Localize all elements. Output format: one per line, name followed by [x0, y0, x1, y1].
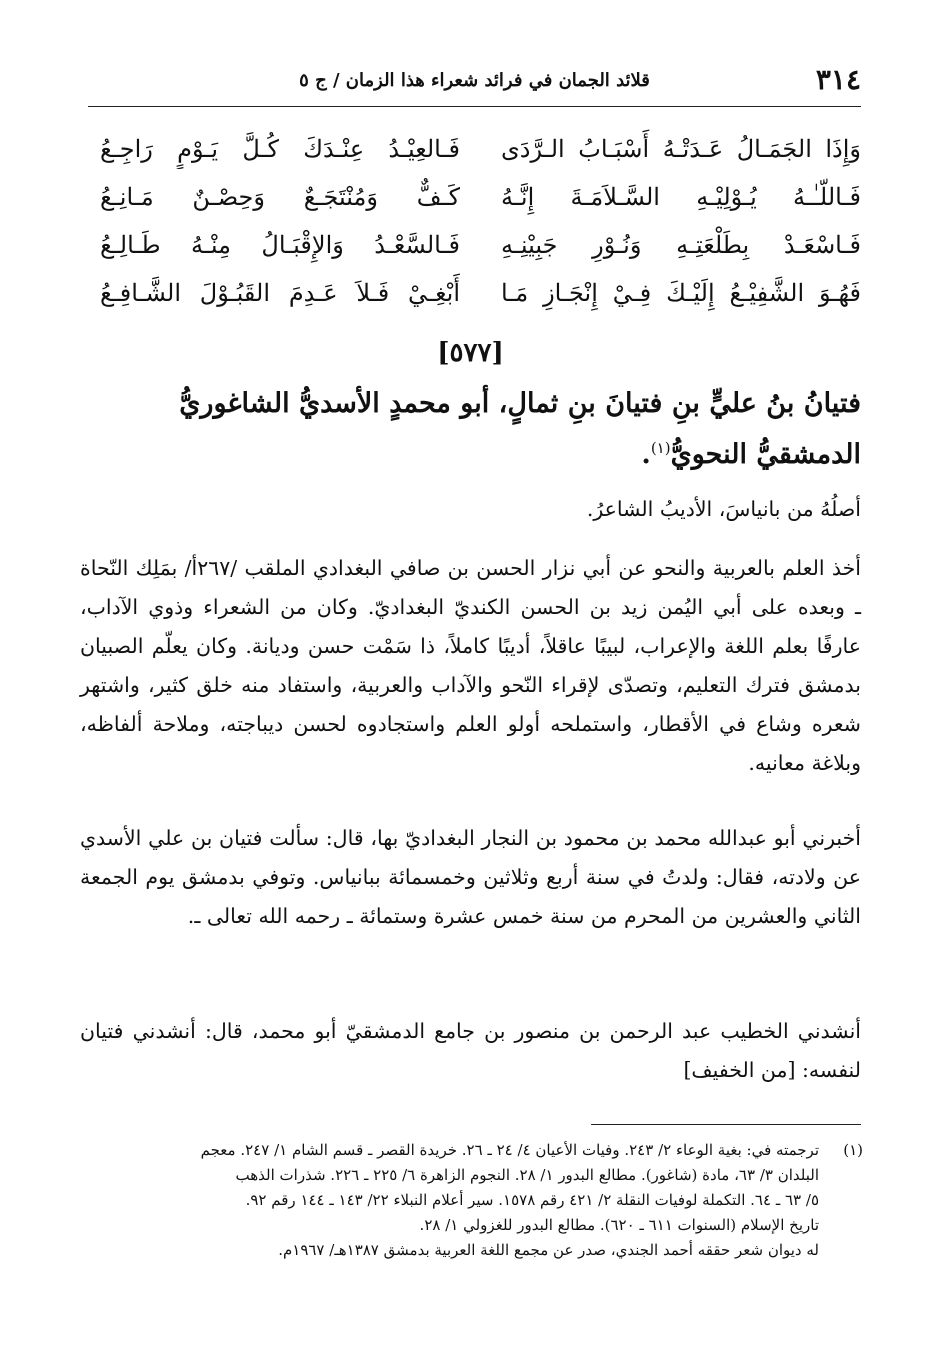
footnote-reference[interactable]: (١)	[650, 439, 671, 457]
footnotes	[80, 1138, 863, 1263]
entry-title-line-1: فتيانُ بنُ عليٍّ بنِ فتيانَ بنِ ثمالٍ، أبو محمدٍ الأسديُّ الشاغوريُّ	[179, 388, 861, 419]
entry-title-line-2-text: الدمشقيُّ النحويُّ	[670, 439, 861, 470]
paragraph-birth-death-text: أخبرني أبو عبدالله محمد بن محمود بن النجار البغداديّ بها، قال: سألت فتيان بن علي الأسدي عن ولادته، فقال: ولدتُ في سنة أربع وثلاثين وخمسمائة ببانياس. وتوفي بدمشق يوم الجمعة الثاني والعشرين من المحرم من سنة خمس عشرة وستمائة ـ رحمه الله تعالى ـ.	[80, 826, 861, 928]
entry-title-line-2: الدمشقيُّ النحويُّ$^{(١)}$.	[641, 439, 861, 470]
paragraph-birth-death	[80, 819, 861, 936]
entry-title	[140, 382, 861, 477]
page-number: ٣١٤	[815, 63, 861, 96]
verse-second-hemistich: أَبْغِـيْ فَـلاَ عَـدِمَ القَبُـوْلَ الشَّـافِـعُ	[100, 279, 460, 307]
footnote-number: (١)	[843, 1141, 863, 1159]
footnote-line: ترجمته في: بغية الوعاء ٢/ ٢٤٣. وفيات الأعيان ٤/ ٢٤ ـ ٢٦. خريدة القصر ـ قسم الشام ١/ ٢٤٧. معجم	[200, 1141, 819, 1159]
verse-row	[100, 173, 861, 221]
footnote-item	[80, 1138, 863, 1238]
verse-second-hemistich: فَـالعِيْـدُ عِنْـدَكَ كُـلَّ يَـوْمٍ رَاجِـعُ	[100, 135, 460, 163]
entry-number: [٥٧٧]	[437, 338, 504, 368]
verse-first-hemistich: فَـاسْعَـدْ بِطَلْعَتِـهِ وَنُـوْرِ جَبِيْنِـهِ	[501, 231, 861, 259]
footnote-line: البلدان ٣/ ٦٣، مادة (شاغور). مطالع البدور ١/ ٢٨. النجوم الزاهرة ٦/ ٢٢٥ ـ ٢٢٦. شذرات الذهب	[235, 1166, 819, 1184]
paragraph-recitation-text: أنشدني الخطيب عبد الرحمن بن منصور بن جامع الدمشقيّ أبو محمد، قال: أنشدني فتيان لنفسه: [من الخفيف]	[80, 1019, 861, 1082]
book-title: قلائد الجمان في فرائد شعراء هذا الزمان / ج ٥	[299, 70, 650, 91]
footnote-extra-note: له ديوان شعر حققه أحمد الجندي، صدر عن مجمع اللغة العربية بدمشق ١٣٨٧هـ/ ١٩٦٧م.	[278, 1241, 819, 1259]
footnote-line: تاريخ الإسلام (السنوات ٦١١ ـ ٦٢٠). مطالع البدور للغزولي ١/ ٢٨.	[419, 1216, 819, 1234]
verse-row	[100, 125, 861, 173]
verse-first-hemistich: وَإِذَا الجَمَـالُ عَـدَتْـهُ أَسْبَـابُ الـرَّدَى	[501, 135, 861, 163]
verse-first-hemistich: فَـاللّـٰـهُ يُـوْلِيْـهِ السَّـلاَمَـةَ إِنَّـهُ	[501, 183, 861, 211]
paragraph-recitation	[80, 1012, 861, 1090]
footnote-line: ٥/ ٦٣ ـ ٦٤. التكملة لوفيات النقلة ٢/ ٤٢١ رقم ١٥٧٨. سير أعلام النبلاء ٢٢/ ١٤٣ ـ ١٤٤ رقم ٩٢.	[245, 1191, 819, 1209]
verse-second-hemistich: كَـفٌّ وَمُنْتَجَـعٌ وَحِصْـنٌ مَـانِـعُ	[100, 183, 460, 211]
poem-verses	[100, 125, 861, 317]
paragraph-origin-text: أصلُهُ من بانياسَ، الأديبُ الشاعرُ.	[586, 497, 861, 521]
footnote-body	[80, 1138, 819, 1238]
verse-row	[100, 269, 861, 317]
verse-first-hemistich: فَهُـوَ الشَّفِيْـعُ إِلَيْـكَ فِـيْ إِنْجَـازِ مَـا	[501, 279, 861, 307]
footnote-divider	[591, 1124, 861, 1125]
paragraph-origin	[80, 490, 861, 529]
paragraph-biography	[80, 549, 861, 783]
running-head	[88, 62, 861, 107]
verse-row	[100, 221, 861, 269]
verse-second-hemistich: فَـالسَّعْـدُ وَالإِقْبَـالُ مِنْـهُ طَـالِـعُ	[100, 231, 460, 259]
paragraph-biography-text: أخذ العلم بالعربية والنحو عن أبي نزار الحسن بن صافي البغدادي الملقب /٢٦٧أ/ بمَلِك النّحاة ـ وبعده على أبي اليُمن زيد بن الحسن الكنديّ البغداديّ. وكان من الشعراء وذوي الآداب، عارفًا بعلم اللغة والإعراب، لبيبًا عاقلاً، أديبًا كاملاً، ذا سَمْت حسن وديانة. وكان يعلّم الصبيان بدمشق فترك التعليم، وتصدّى لإقراء النّحو والآداب والعربية، واستفاد منه خلق كثير، واشتهر شعره وشاع في الأقطار، واستملحه أولو العلم واستجادوه لحسن ديباجته، وملاحة ألفاظه، وبلاغة معانيه.	[80, 556, 861, 775]
